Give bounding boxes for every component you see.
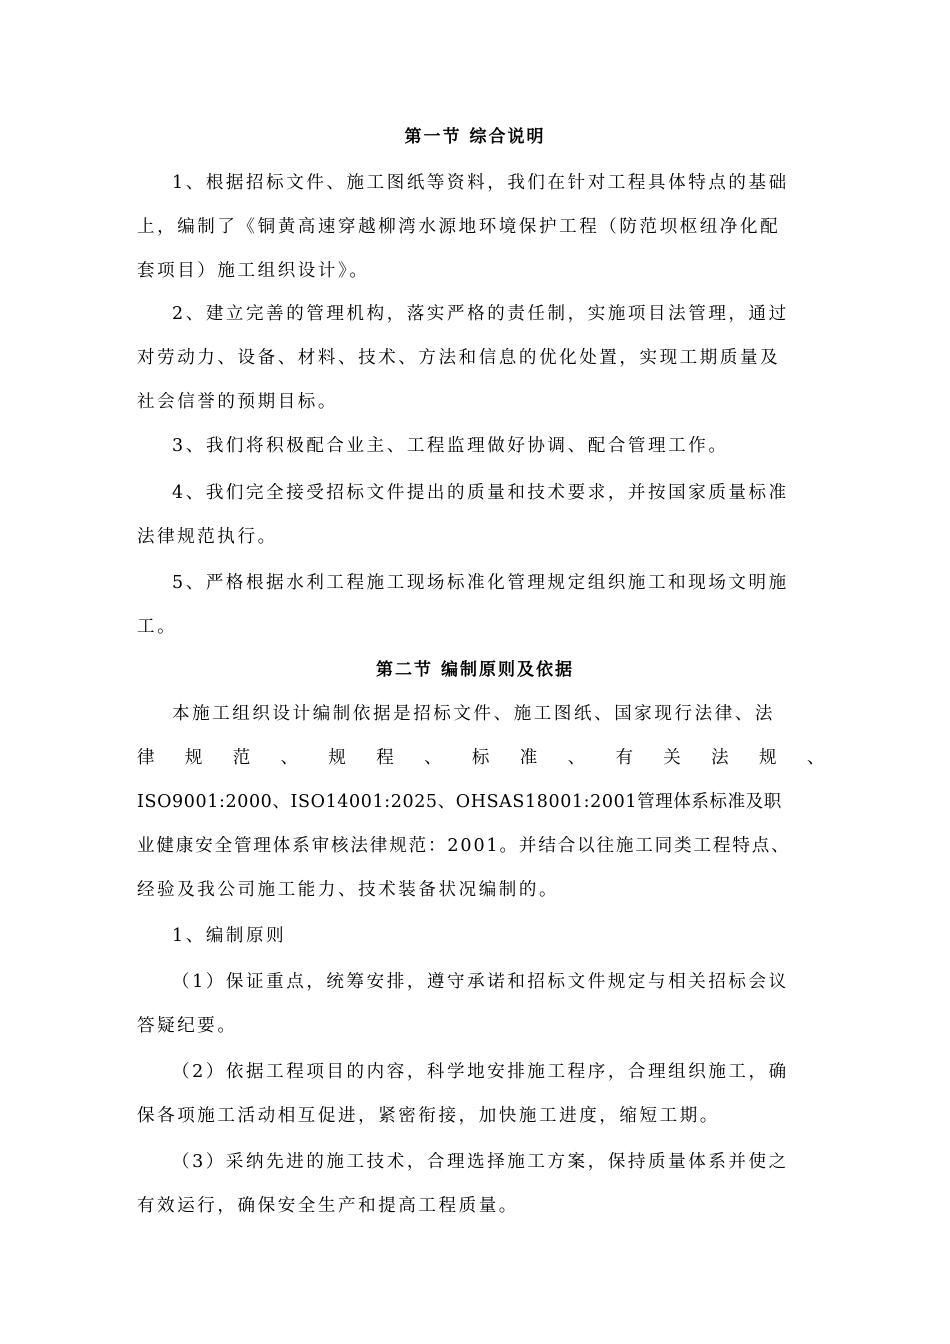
justified-char: 法	[711, 748, 732, 768]
paragraph-line: 3、我们将积极配合业主、工程监理做好协调、配合管理工作。	[172, 436, 729, 456]
justified-char: 有	[615, 748, 636, 768]
subheading-line: 1、编制原则	[172, 926, 287, 946]
justified-char: 范	[232, 748, 253, 768]
paragraph-line: ISO9001:2000、ISO14001:2025、OHSAS18001:2001管理体系标准及职	[137, 792, 782, 812]
justified-char: 规	[184, 748, 205, 768]
justified-char: 规	[758, 748, 780, 768]
justified-char: 程	[376, 748, 397, 768]
paragraph-line: 保各项施工活动相互促进，紧密衔接，加快施工进度，缩短工期。	[137, 1106, 720, 1126]
paragraph-line: 工。	[137, 617, 178, 637]
justified-char: 关	[663, 748, 684, 768]
paragraph-line: 对劳动力、设备、材料、技术、方法和信息的优化处置，实现工期质量及	[137, 348, 781, 368]
paragraph-line: 社会信誉的预期目标。	[137, 392, 338, 412]
paragraph-line: 1、根据招标文件、施工图纸等资料，我们在针对工程具体特点的基础	[172, 173, 789, 193]
paragraph-line: 经验及我公司施工能力、技术装备状况编制的。	[137, 880, 560, 900]
paragraph-line: （3）采纳先进的施工技术，合理选择施工方案，保持质量体系并使之	[172, 1152, 789, 1172]
paragraph-line: （2）依据工程项目的内容，科学地安排施工程序，合理组织施工，确	[172, 1062, 789, 1082]
paragraph-line: 业健康安全管理体系审核法律规范：2001。并结合以往施工同类工程特点、	[137, 836, 791, 856]
section-2-heading: 第二节 编制原则及依据	[376, 660, 574, 680]
paragraph-line: 答疑纪要。	[137, 1016, 238, 1036]
justified-line	[137, 747, 827, 769]
justified-char: 准	[519, 748, 540, 768]
paragraph-line: 法律规范执行。	[137, 527, 278, 547]
justified-char: 律	[137, 748, 158, 768]
justified-char: 、	[424, 748, 445, 768]
justified-char: 规	[328, 748, 349, 768]
section-1-heading: 第一节 综合说明	[404, 127, 546, 147]
justified-char: 标	[471, 748, 493, 768]
justified-char: 、	[567, 748, 588, 768]
justified-char: 、	[280, 748, 301, 768]
justified-char: 、	[806, 748, 827, 768]
paragraph-line: 5、严格根据水利工程施工现场标准化管理规定组织施工和现场文明施	[172, 573, 789, 593]
paragraph-line: 本施工组织设计编制依据是招标文件、施工图纸、国家现行法律、法	[172, 704, 775, 724]
paragraph-line: 有效运行，确保安全生产和提高工程质量。	[137, 1196, 519, 1216]
paragraph-line: 上，编制了《铜黄高速穿越柳湾水源地环境保护工程（防范坝枢纽净化配	[137, 217, 781, 237]
paragraph-line: 2、建立完善的管理机构，落实严格的责任制，实施项目法管理，通过	[172, 304, 789, 324]
paragraph-line: 套项目）施工组织设计》。	[137, 261, 370, 281]
paragraph-line: 4、我们完全接受招标文件提出的质量和技术要求，并按国家质量标准	[172, 483, 789, 503]
paragraph-line: （1）保证重点，统筹安排，遵守承诺和招标文件规定与相关招标会议	[172, 972, 789, 992]
